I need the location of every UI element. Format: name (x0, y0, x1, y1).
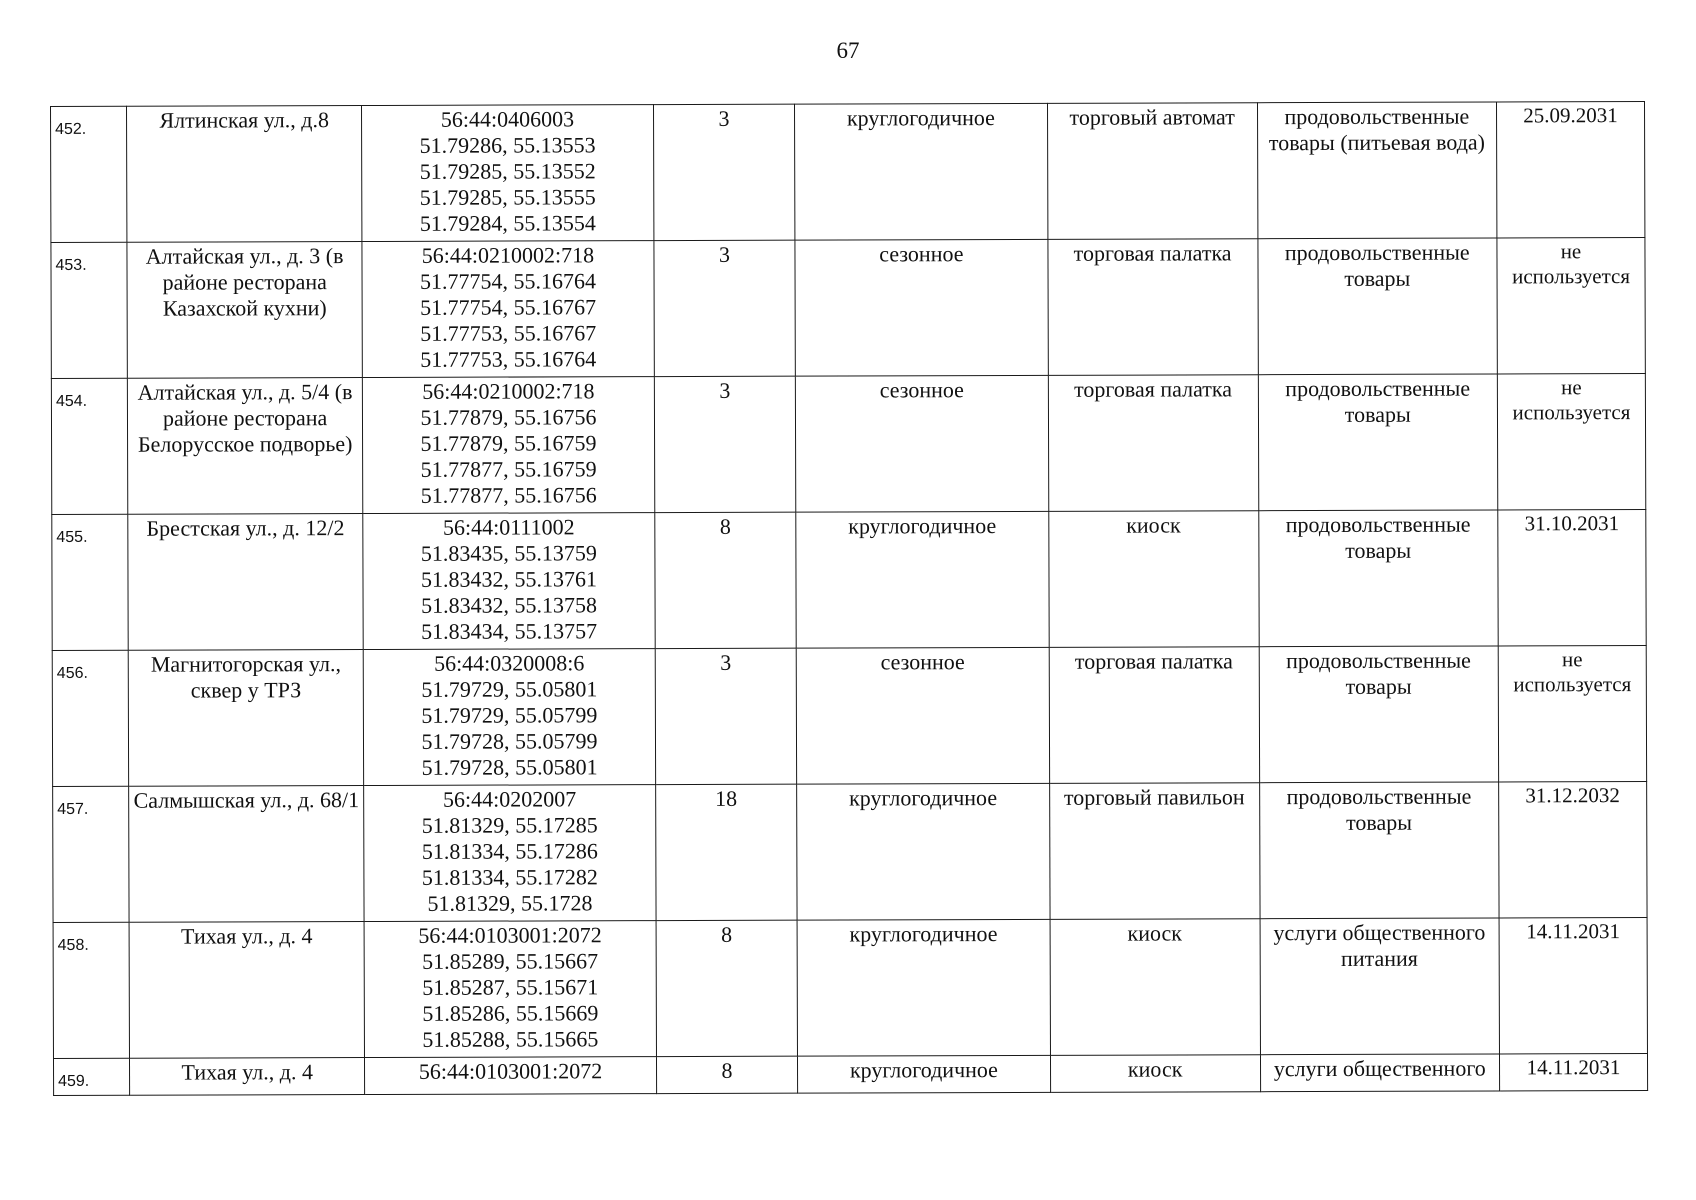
coordinate-pair: 51.77753, 55.16767 (420, 320, 597, 346)
coordinate-pair: 51.85286, 55.15669 (422, 1000, 599, 1026)
table-row (53, 781, 1647, 922)
location-cell (362, 241, 654, 378)
coordinate-pair: 51.77879, 55.16759 (420, 430, 597, 456)
coordinate-pair: 51.79729, 55.05799 (421, 702, 598, 728)
table-row (51, 373, 1645, 514)
period-cell: круглогодичное (797, 919, 1050, 1056)
address-cell: Алтайская ул., д. 5/4 (в районе ресторана Белорусское подворье) (128, 378, 363, 515)
cadastral-number: 56:44:0210002:718 (422, 378, 595, 404)
count-cell: 8 (656, 920, 798, 1056)
address-cell: Тихая ул., д. 4 (129, 922, 364, 1059)
cadastral-number: 56:44:0103001:2072 (418, 922, 602, 948)
cadastral-number: 56:44:0406003 (440, 106, 575, 132)
specialization-cell: продовольственные товары (1259, 646, 1499, 783)
specialization-cell: продовольственные товары (1259, 782, 1499, 919)
location-cell (365, 1057, 657, 1095)
count-cell: 18 (655, 784, 797, 920)
table-row (51, 237, 1645, 378)
specialization-cell: продовольственные товары (1258, 374, 1498, 511)
period-cell: сезонное (796, 647, 1049, 784)
specialization-cell: продовольственные товары (1258, 238, 1498, 375)
location-cell (363, 377, 655, 514)
coordinate-pair: 51.77754, 55.16764 (419, 268, 597, 294)
count-cell: 3 (654, 240, 796, 376)
coordinate-pair: 51.79729, 55.05801 (421, 676, 598, 702)
object-type-cell: торговый павильон (1049, 783, 1259, 920)
table-row (52, 645, 1646, 786)
coordinate-pair: 51.83435, 55.13759 (420, 540, 597, 566)
coordinate-pair: 51.79728, 55.05799 (421, 728, 598, 754)
row-number: 459. (53, 1058, 129, 1095)
row-number: 452. (51, 106, 128, 242)
date-cell: не используется (1497, 373, 1645, 509)
address-cell: Брестская ул., д. 12/2 (128, 514, 363, 651)
cadastral-number: 56:44:0202007 (442, 786, 577, 812)
coordinate-pair: 51.79285, 55.13555 (419, 184, 596, 210)
coordinate-pair: 51.79728, 55.05801 (421, 754, 598, 780)
coordinate-pair: 51.79284, 55.13554 (419, 210, 596, 236)
table-row (51, 101, 1645, 242)
object-type-cell: киоск (1050, 919, 1260, 1056)
period-cell: круглогодичное (795, 103, 1048, 240)
location-cell (364, 785, 656, 922)
coordinate-pair: 51.77877, 55.16756 (420, 482, 597, 508)
coordinate-pair: 51.77753, 55.16764 (420, 346, 597, 372)
page-number: 67 (836, 38, 860, 63)
address-cell: Салмышская ул., д. 68/1 (129, 786, 364, 923)
specialization-cell: услуги общественного (1260, 1054, 1499, 1092)
object-type-cell: торговый автомат (1047, 103, 1257, 240)
cadastral-number: 56:44:0111002 (442, 514, 575, 540)
coordinate-pair: 51.77879, 55.16756 (420, 404, 597, 430)
date-cell: 14.11.2031 (1499, 1053, 1647, 1090)
location-cell (364, 921, 656, 1058)
coordinate-pair: 51.81329, 55.1728 (427, 890, 593, 916)
location-cell (362, 105, 654, 242)
coordinate-pair: 51.79286, 55.13553 (419, 132, 596, 158)
location-cell (363, 513, 655, 650)
date-cell: 14.11.2031 (1499, 917, 1647, 1053)
count-cell: 3 (655, 648, 797, 784)
table-row (53, 917, 1647, 1058)
address-cell: Магнитогорская ул., сквер у ТРЗ (128, 650, 363, 787)
table-row (53, 1053, 1647, 1095)
specialization-cell: услуги общественного питания (1260, 918, 1500, 1055)
coordinate-pair: 51.85287, 55.15671 (422, 974, 599, 1000)
date-cell: не используется (1498, 645, 1646, 781)
row-number: 457. (53, 786, 130, 922)
specialization-cell: продовольственные товары (питьевая вода) (1257, 102, 1497, 239)
coordinate-pair: 51.85288, 55.15665 (422, 1026, 599, 1052)
count-cell: 8 (656, 1056, 798, 1093)
row-number: 456. (52, 650, 129, 786)
period-cell: сезонное (796, 375, 1049, 512)
coordinate-pair: 51.83434, 55.13757 (421, 618, 598, 644)
table-row (52, 509, 1646, 650)
coordinate-pair: 51.83432, 55.13758 (421, 592, 598, 618)
address-cell: Алтайская ул., д. 3 (в районе ресторана Казахской кухни) (127, 242, 362, 379)
count-cell: 8 (655, 512, 797, 648)
period-cell: круглогодичное (797, 783, 1050, 920)
cadastral-number: 56:44:0320008:6 (434, 650, 585, 676)
count-cell: 3 (654, 376, 796, 512)
object-type-cell: торговая палатка (1049, 647, 1259, 784)
coordinate-pair: 51.83432, 55.13761 (420, 566, 597, 592)
row-number: 458. (53, 922, 130, 1058)
cadastral-number: 56:44:0210002:718 (421, 242, 595, 268)
coordinate-pair: 51.77877, 55.16759 (420, 456, 597, 482)
date-cell: 31.12.2032 (1499, 781, 1647, 917)
row-number: 455. (52, 514, 129, 650)
coordinate-pair: 51.79285, 55.13552 (419, 158, 596, 184)
date-cell: 31.10.2031 (1498, 509, 1646, 645)
row-number: 454. (51, 378, 128, 514)
object-type-cell: киоск (1050, 1055, 1260, 1093)
trade-objects-table (50, 101, 1648, 1096)
specialization-cell: продовольственные товары (1258, 510, 1498, 647)
object-type-cell: торговая палатка (1048, 239, 1258, 376)
date-cell: не используется (1497, 237, 1645, 373)
row-number: 453. (51, 242, 128, 378)
coordinate-pair: 51.85289, 55.15667 (422, 948, 599, 974)
coordinate-pair: 51.77754, 55.16767 (420, 294, 597, 320)
cadastral-number: 56:44:0103001:2072 (418, 1058, 603, 1084)
period-cell: сезонное (795, 239, 1048, 376)
location-cell (363, 649, 655, 786)
address-cell: Тихая ул., д. 4 (130, 1058, 365, 1096)
coordinate-pair: 51.81334, 55.17282 (421, 864, 598, 890)
date-cell: 25.09.2031 (1496, 101, 1644, 237)
period-cell: круглогодичное (796, 511, 1049, 648)
object-type-cell: торговая палатка (1048, 375, 1258, 512)
object-type-cell: киоск (1048, 511, 1258, 648)
count-cell: 3 (653, 104, 795, 240)
period-cell: круглогодичное (798, 1055, 1051, 1093)
coordinate-pair: 51.81334, 55.17286 (421, 838, 598, 864)
coordinate-pair: 51.81329, 55.17285 (421, 812, 598, 838)
address-cell: Ялтинская ул., д.8 (127, 106, 362, 243)
